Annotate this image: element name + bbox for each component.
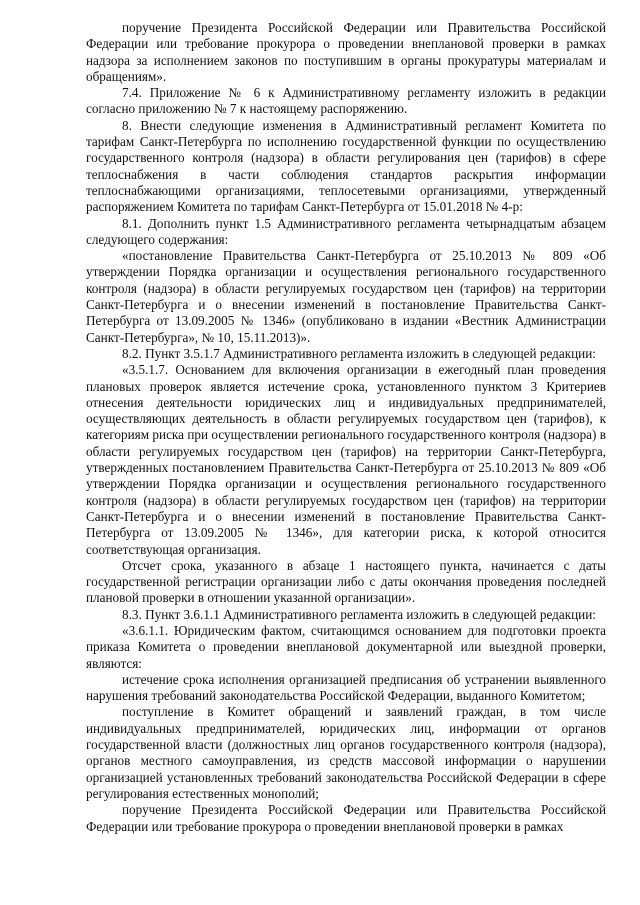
paragraph-8-1-quote: «постановление Правительства Санкт-Петербурга от 25.10.2013 № 809 «Об утверждении Порядка организации и осуществления регионального государственного контроля (надзора) в области регулируемых государством цен (тарифов) на территории Санкт-Петербурга и о внесении изменений в постановление Правительства Санкт-Петербурга от 13.09.2005 № 1346» (опубликовано в издании «Вестник Администрации Санкт-Петербурга», № 10, 15.11.2013)».	[86, 248, 606, 345]
paragraph-instruction: поручение Президента Российской Федерации или Правительства Российской Федерации или требование прокурора о проведении внеплановой проверки в рамках	[86, 802, 606, 834]
paragraph-3-5-1-7: «3.5.1.7. Основанием для включения организации в ежегодный план проведения плановых проверок является истечение срока, установленного пунктом 3 Критериев отнесения деятельности юридических лиц и индивидуальных предпринимателей, осуществляющих деятельность в области регулируемых государством цен (тарифов), к категориям риска при осуществлении регионального государственного контроля (надзора) в области регулируемых государством цен (тарифов) на территории Санкт-Петербурга, утвержденных постановлением Правительства Санкт-Петербурга от 25.10.2013 № 809 «Об утверждении Порядка организации и осуществления регионального государственного контроля (надзора) в области регулируемых государством цен (тарифов) на территории Санкт-Петербурга и о внесении изменений в постановление Правительства Санкт-Петербурга от 13.09.2005 № 1346», для категории риска, к которой относится соответствующая организация.	[86, 362, 606, 557]
paragraph-8-2: 8.2. Пункт 3.5.1.7 Административного регламента изложить в следующей редакции:	[122, 345, 596, 361]
document-page	[86, 20, 606, 835]
paragraph-3-6-1-1: «3.6.1.1. Юридическим фактом, считающимся основанием для подготовки проекта приказа Комитета о проведении внеплановой документарной или выездной проверки, являются:	[86, 622, 606, 671]
paragraph-term-count: Отсчет срока, указанного в абзаце 1 настоящего пункта, начинается с даты государственной регистрации организации либо с даты окончания проведения последней плановой проверки в отношении указанной организации».	[86, 557, 606, 606]
paragraph-8-3: 8.3. Пункт 3.6.1.1 Административного регламента изложить в следующей редакции:	[122, 606, 596, 622]
paragraph-expiry: истечение срока исполнения организацией предписания об устранении выявленного нарушения требований законодательства Российской Федерации, выданного Комитетом;	[86, 671, 606, 704]
paragraph-7-4: 7.4. Приложение № 6 к Административному регламенту изложить в редакции согласно приложению № 7 к настоящему распоряжению.	[86, 85, 606, 117]
paragraph-complaints: поступление в Комитет обращений и заявлений граждан, в том числе индивидуальных предпринимателей, юридических лиц, информации от органов государственной власти (должностных лиц органов государственного контроля (надзора), органов местного самоуправления, из средств массовой информации о нарушении организацией установленных требований законодательства Российской Федерации в сфере регулирования естественных монополий;	[86, 704, 606, 801]
paragraph-8: 8. Внести следующие изменения в Административный регламент Комитета по тарифам Санкт-Петербурга по исполнению государственной функции по осуществлению государственного контроля (надзора) в области регулирования цен (тарифов) в сфере теплоснабжения в части соблюдения стандартов раскрытия информации теплоснабжающими организациями, теплосетевыми организациями, утвержденный распоряжением Комитета по тарифам Санкт-Петербурга от 15.01.2018 № 4-р:	[86, 117, 606, 215]
paragraph-1: поручение Президента Российской Федерации или Правительства Российской Федерации или требование прокурора о проведении внеплановой проверки в рамках надзора за исполнением законов по поступившим в органы прокуратуры материалам и обращениям».	[86, 20, 606, 84]
paragraph-8-1: 8.1. Дополнить пункт 1.5 Административного регламента четырнадцатым абзацем следующего содержания:	[86, 215, 606, 247]
